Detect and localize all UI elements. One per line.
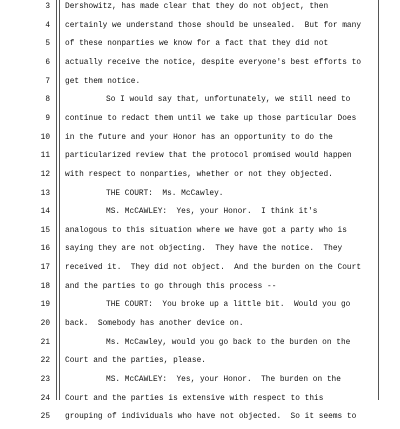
transcript-line bbox=[0, 242, 400, 261]
transcript-line bbox=[0, 149, 400, 168]
line-number: 13 bbox=[40, 189, 50, 198]
line-number: 7 bbox=[45, 77, 50, 86]
transcript-line bbox=[0, 224, 400, 243]
line-text: back. Somebody has another device on. bbox=[65, 320, 244, 329]
line-number: 6 bbox=[45, 58, 50, 67]
transcript-line bbox=[0, 131, 400, 150]
line-number: 20 bbox=[40, 320, 50, 329]
line-number: 3 bbox=[45, 3, 50, 11]
line-number: 4 bbox=[45, 21, 50, 30]
transcript-line bbox=[0, 280, 400, 299]
line-number: 11 bbox=[40, 152, 50, 161]
line-text: Court and the parties, please. bbox=[65, 357, 206, 366]
transcript-line bbox=[0, 0, 400, 19]
line-text: saying they are not objecting. They have the notice. They bbox=[65, 245, 343, 254]
transcript-line bbox=[0, 373, 400, 392]
line-number: 19 bbox=[40, 301, 50, 310]
line-number: 23 bbox=[40, 376, 50, 384]
line-number: 9 bbox=[45, 114, 50, 123]
line-text: continue to redact them until we take up those particular Does bbox=[65, 114, 357, 123]
line-number: 25 bbox=[40, 413, 50, 422]
line-number: 5 bbox=[45, 40, 50, 49]
line-text: Court and the parties is extensive with respect to this bbox=[65, 394, 324, 403]
transcript-line bbox=[0, 205, 400, 224]
transcript-line bbox=[0, 37, 400, 56]
transcript-line bbox=[0, 317, 400, 336]
transcript-line bbox=[0, 187, 400, 206]
line-text: certainly we understand those should be unsealed. But for many bbox=[65, 21, 362, 30]
line-number: 17 bbox=[40, 264, 50, 273]
line-number: 15 bbox=[40, 226, 50, 235]
line-number: 14 bbox=[40, 208, 50, 217]
line-text: of these nonparties we know for a fact that they did not bbox=[65, 40, 329, 49]
line-text: get them notice. bbox=[65, 77, 141, 86]
transcript-line bbox=[0, 336, 400, 355]
line-number: 21 bbox=[40, 338, 50, 347]
line-number: 18 bbox=[40, 282, 50, 291]
line-text: MS. McCAWLEY: Yes, your Honor. The burden on the bbox=[106, 376, 341, 384]
line-text: received it. They did not object. And the burden on the Court bbox=[65, 264, 362, 273]
transcript-line bbox=[0, 298, 400, 317]
transcript-line bbox=[0, 354, 400, 373]
line-text: Dershowitz, has made clear that they do not object, then bbox=[65, 3, 329, 11]
line-text: grouping of individuals who have not objected. So it seems to bbox=[65, 413, 357, 422]
line-text: Ms. McCawley, would you go back to the burden on the bbox=[106, 338, 351, 347]
line-text: with respect to nonparties, whether or not they objected. bbox=[65, 170, 333, 179]
line-text: particularized review that the protocol promised would happen bbox=[65, 152, 352, 161]
line-number: 22 bbox=[40, 357, 50, 366]
transcript-line bbox=[0, 392, 400, 411]
transcript-line bbox=[0, 410, 400, 429]
transcript-line bbox=[0, 112, 400, 131]
line-text: in the future and your Honor has an opportunity to do the bbox=[65, 133, 333, 142]
line-number: 12 bbox=[40, 170, 50, 179]
line-text: So I would say that, unfortunately, we still need to bbox=[106, 96, 351, 105]
transcript-line bbox=[0, 168, 400, 187]
line-text: MS. McCAWLEY: Yes, your Honor. I think it's bbox=[106, 208, 318, 217]
line-text: actually receive the notice, despite everyone's best efforts to bbox=[65, 58, 362, 67]
transcript-line bbox=[0, 56, 400, 75]
line-number: 8 bbox=[45, 96, 50, 105]
line-number: 16 bbox=[40, 245, 50, 254]
line-text: THE COURT: You broke up a little bit. Would you go bbox=[106, 301, 351, 310]
line-number: 24 bbox=[40, 394, 50, 403]
transcript-line bbox=[0, 19, 400, 38]
transcript-line bbox=[0, 261, 400, 280]
line-number: 10 bbox=[40, 133, 50, 142]
line-text: THE COURT: Ms. McCawley. bbox=[106, 189, 224, 198]
line-text: and the parties to go through this process -- bbox=[65, 282, 277, 291]
transcript-line bbox=[0, 75, 400, 94]
transcript-line bbox=[0, 93, 400, 112]
line-text: analogous to this situation where we have got a party who is bbox=[65, 226, 347, 235]
